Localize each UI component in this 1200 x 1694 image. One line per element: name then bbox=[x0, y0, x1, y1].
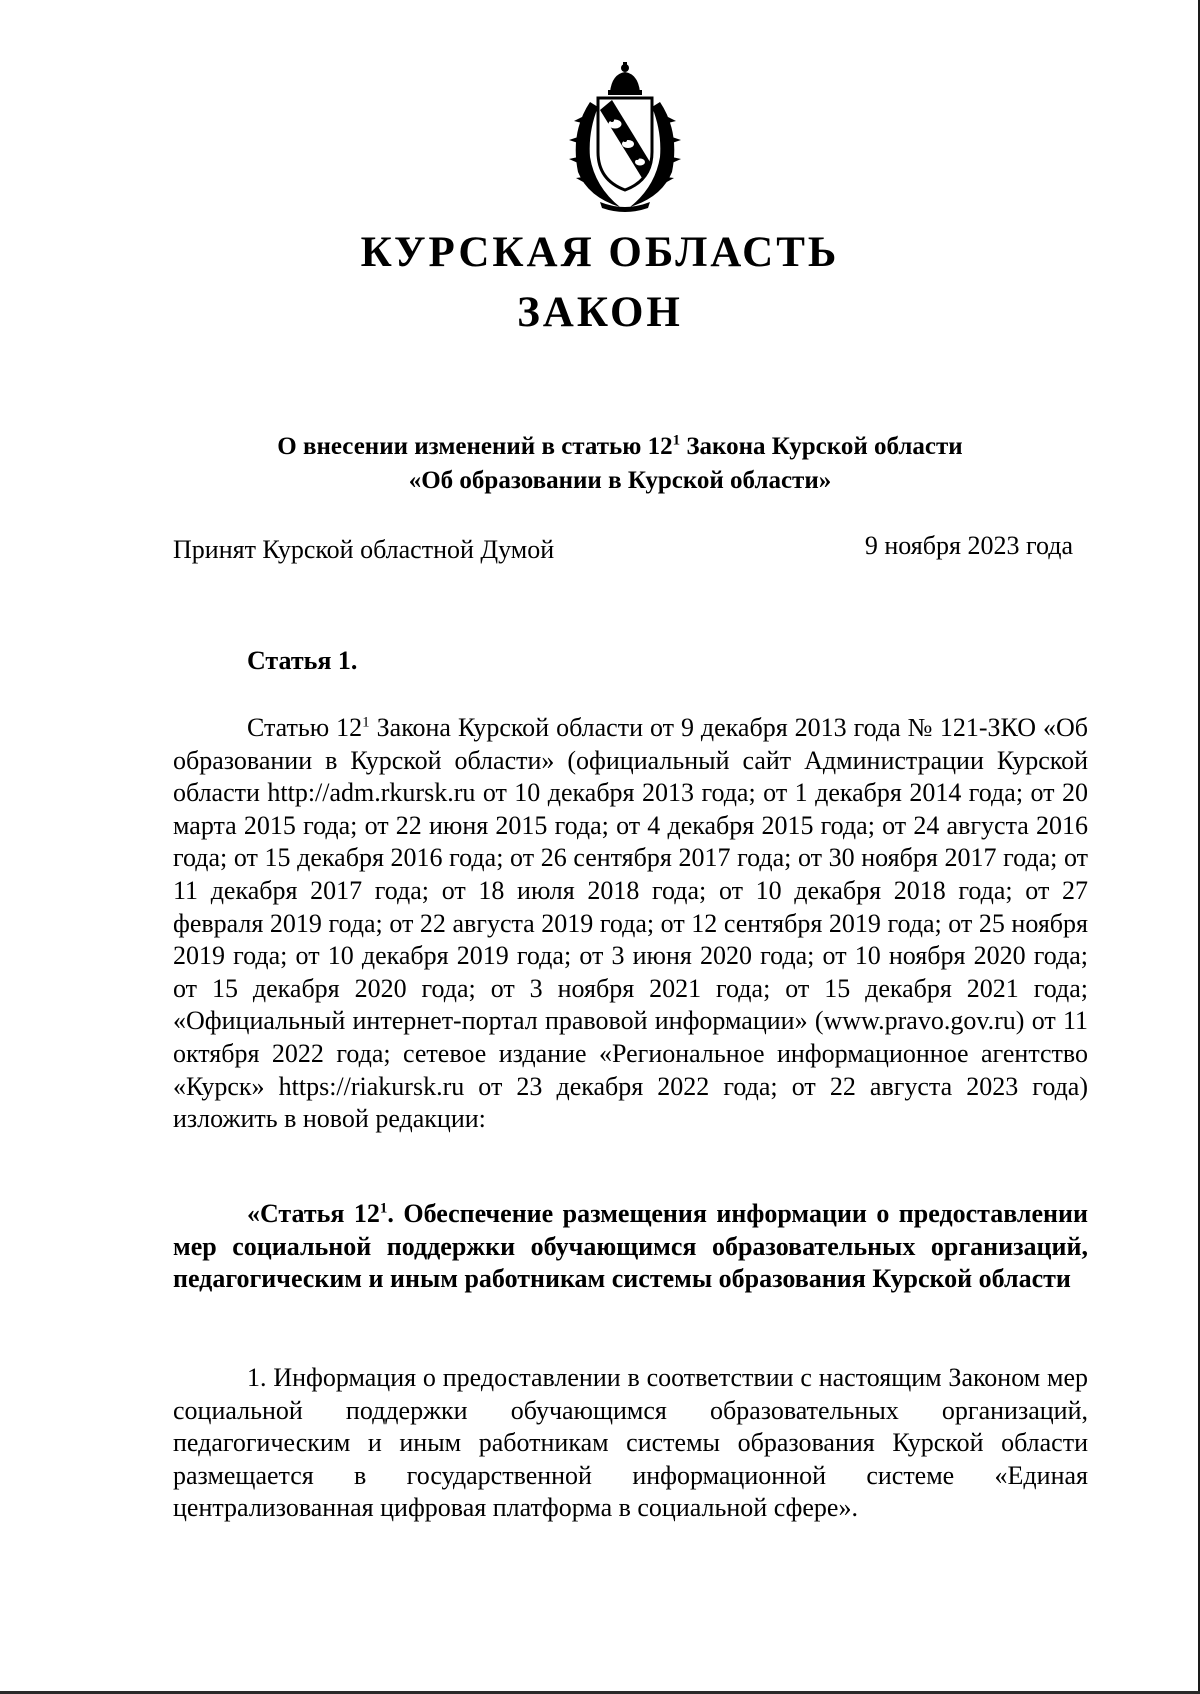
new-article-item-1: 1. Информация о предоставлении в соответствии с настоящим Законом мер социальной поддержки обучающимся образовательных организаций, педагогическим и иным работникам системы образования Курской области размещается в государственной информационной системе «Единая централизованная цифровая платформа в социальной сфере». bbox=[173, 1363, 1088, 1523]
adoption-row bbox=[173, 531, 1073, 575]
coat-of-arms-icon bbox=[560, 62, 690, 212]
article-1-heading: Статья 1. bbox=[247, 646, 358, 675]
region-title: КУРСКАЯ ОБЛАСТЬ bbox=[360, 229, 840, 276]
document-heading bbox=[170, 430, 1070, 498]
article-1-paragraph: Статью $12^1$ Закона Курской области от 9 декабря 2013 года № 121-ЗКО «Об образовании в Курской области» (официальный сайт Администрации Курской области http://adm.rkursk.ru от 10 декабря 2013 года; от 1 декабря 2014 года; от 20 марта 2015 года; от 22 июня 2015 года; от 4 декабря 2015 года; от 24 августа 2016 года; от 15 декабря 2016 года; от 26 сентября 2017 года; от 30 ноября 2017 года; от 11 декабря 2017 года; от 18 июля 2018 года; от 10 декабря 2018 года; от 27 февраля 2019 года; от 22 августа 2019 года; от 12 сентября 2019 года; от 25 ноября 2019 года; от 10 декабря 2019 года; от 3 июня 2020 года; от 10 ноября 2020 года; от 15 декабря 2020 года; от 3 ноября 2021 года; от 15 декабря 2021 года; «Официальный интернет-портал правовой информации» (www.pravo.gov.ru) от 11 октября 2022 года; сетевое издание «Региональное информационное агентство «Курск» https://riakursk.ru от 23 декабря 2022 года; от 22 августа 2023 года) изложить в новой редакции: bbox=[173, 713, 1088, 1134]
heading-line-2: «Об образовании в Курской области» bbox=[408, 467, 832, 494]
heading-line-1: О внесении изменений в статью $12^1$ Закона Курской области bbox=[277, 432, 963, 460]
adopted-by: Принят Курской областной Думой bbox=[173, 535, 555, 564]
new-article-heading: «Статья $12^1$. Обеспечение размещения информации о предоставлении мер социальной поддержки обучающимся образовательных организаций, педагогическим и иным работникам системы образования Курской области bbox=[173, 1199, 1088, 1294]
adoption-date: 9 ноября 2023 года bbox=[864, 531, 1073, 560]
document-type-title: ЗАКОН bbox=[517, 289, 683, 336]
